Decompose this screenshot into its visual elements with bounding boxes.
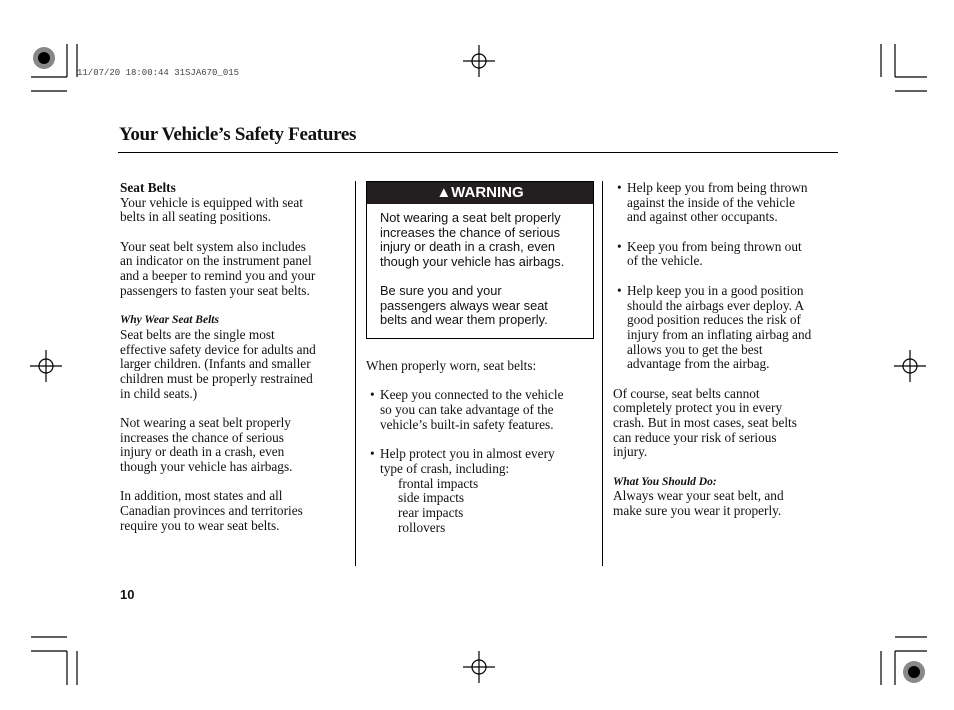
line-text: so you can take advantage of the — [380, 402, 554, 418]
line-text: Of course, seat belts cannot — [613, 385, 760, 401]
text-line — [366, 506, 564, 521]
line-text: increases the chance of serious — [120, 429, 284, 445]
text-line — [366, 374, 564, 389]
bullet-item — [366, 447, 564, 462]
bullet-item — [613, 181, 811, 196]
bullet-icon: • — [617, 282, 622, 298]
line-text: in child seats.) — [120, 385, 198, 401]
line-text: Your seat belt system also includes — [120, 238, 306, 254]
line-text: require you to wear seat belts. — [120, 517, 280, 533]
text-line — [120, 254, 316, 269]
text-line — [613, 416, 811, 431]
line-text: What You Should Do: — [613, 475, 717, 488]
text-line — [120, 357, 316, 372]
line-text: though your vehicle has airbags. — [120, 459, 293, 475]
text-line — [613, 357, 811, 372]
text-line — [613, 269, 811, 284]
text-line — [120, 431, 316, 446]
line-text: should the airbags ever deploy. A — [627, 297, 805, 313]
text-line — [613, 372, 811, 387]
bullet-icon: • — [370, 446, 375, 462]
warning-text — [367, 204, 593, 328]
line-text: rear impacts — [398, 504, 464, 520]
warning-header — [367, 182, 593, 204]
text-line — [613, 196, 811, 211]
line-text: frontal impacts — [398, 475, 479, 491]
text-line — [120, 489, 316, 504]
line-text: of the vehicle. — [627, 253, 703, 269]
title-rule — [118, 152, 838, 153]
warning-line: Not wearing a seat belt properly — [380, 210, 561, 225]
line-text: Seat belts are the single most — [120, 326, 275, 342]
warning-box — [366, 181, 594, 339]
text-line — [613, 210, 811, 225]
line-text: injury or death in a crash, even — [120, 444, 285, 460]
line-text: advantage from the airbag. — [627, 356, 770, 372]
registration-target-icon — [33, 47, 55, 69]
text-line — [120, 504, 316, 519]
text-line — [613, 313, 811, 328]
text-line — [120, 196, 316, 211]
line-text: larger children. (Infants and smaller — [120, 356, 311, 372]
section-heading — [613, 475, 811, 490]
text-line — [366, 418, 564, 433]
text-line — [613, 401, 811, 416]
text-line — [366, 403, 564, 418]
print-stamp: 11/07/20 18:00:44 31SJA670_015 — [77, 68, 240, 78]
warning-line: belts and wear them properly. — [380, 312, 548, 328]
line-text: Why Wear Seat Belts — [120, 314, 219, 327]
text-line — [120, 416, 316, 431]
text-line — [366, 462, 564, 477]
text-line — [120, 372, 316, 387]
line-text: side impacts — [398, 490, 465, 506]
line-text: an indicator on the instrument panel — [120, 253, 312, 269]
text-line — [613, 254, 811, 269]
text-line — [366, 521, 564, 536]
line-text: children must be properly restrained — [120, 370, 313, 386]
text-line — [613, 504, 811, 519]
line-text: against the inside of the vehicle — [627, 194, 796, 210]
line-text: Always wear your seat belt, and — [613, 488, 784, 504]
page-number: 10 — [120, 587, 135, 602]
text-line — [120, 343, 316, 358]
warning-label: WARNING — [451, 184, 524, 201]
line-text: passengers to fasten your seat belts. — [120, 282, 310, 298]
line-text: and a beeper to remind you and your — [120, 268, 316, 284]
line-text: Help keep you from being thrown — [627, 180, 808, 195]
line-text: type of crash, including: — [380, 460, 510, 476]
line-text: and against other occupants. — [627, 209, 778, 225]
warning-line: Be sure you and your — [380, 282, 502, 298]
text-line — [366, 359, 564, 374]
text-line — [613, 299, 811, 314]
text-line — [613, 387, 811, 402]
bullet-item — [613, 240, 811, 255]
bullet-item — [613, 284, 811, 299]
line-text: allows you to get the best — [627, 341, 763, 357]
text-line — [613, 460, 811, 475]
text-line — [120, 210, 316, 225]
text-line — [613, 343, 811, 358]
bullet-icon: • — [617, 180, 622, 195]
warning-line: increases the chance of serious — [380, 224, 560, 240]
line-text: Seat Belts — [120, 180, 176, 195]
text-line — [120, 240, 316, 255]
text-line — [120, 475, 316, 490]
text-line — [366, 432, 564, 447]
bullet-icon: • — [370, 387, 375, 403]
column-2 — [366, 359, 564, 535]
column-divider — [602, 181, 603, 566]
text-line — [120, 445, 316, 460]
text-line — [120, 460, 316, 475]
warning-line: injury or death in a crash, even — [380, 239, 555, 255]
text-line — [613, 328, 811, 343]
text-line — [120, 299, 316, 314]
line-text: When properly worn, seat belts: — [366, 358, 537, 373]
text-line — [366, 477, 564, 492]
line-text: Help keep you in a good position — [627, 282, 804, 298]
bullet-icon: • — [617, 238, 622, 254]
warning-triangle-icon: ▲ — [436, 184, 452, 201]
line-text: make sure you wear it properly. — [613, 503, 782, 519]
text-line — [613, 225, 811, 240]
column-3 — [613, 181, 811, 519]
line-text: injury. — [613, 444, 648, 460]
line-text: injury from an inflating airbag and — [627, 326, 812, 342]
line-text: Keep you from being thrown out — [627, 238, 802, 254]
line-text: vehicle’s built-in safety features. — [380, 416, 554, 432]
section-heading — [120, 313, 316, 328]
line-text: Your vehicle is equipped with seat — [120, 194, 303, 210]
line-text: Canadian provinces and territories — [120, 503, 303, 519]
text-line — [120, 269, 316, 284]
column-1 — [120, 181, 316, 534]
line-text: Keep you connected to the vehicle — [380, 387, 564, 403]
text-line — [120, 519, 316, 534]
bullet-item — [366, 388, 564, 403]
line-text: In addition, most states and all — [120, 488, 283, 504]
line-text: rollovers — [398, 519, 446, 535]
line-text: good position reduces the risk of — [627, 312, 801, 328]
warning-line: passengers always wear seat — [380, 297, 548, 313]
line-text: crash. But in most cases, seat belts — [613, 415, 797, 430]
line-text: effective safety device for adults and — [120, 341, 316, 357]
text-line — [120, 387, 316, 402]
line-text: belts in all seating positions. — [120, 209, 272, 225]
registration-target-icon — [903, 661, 925, 683]
text-line — [613, 445, 811, 460]
text-line — [613, 431, 811, 446]
line-text: Not wearing a seat belt properly — [120, 415, 291, 430]
column-divider — [355, 181, 356, 566]
text-line — [120, 284, 316, 299]
page-title: Your Vehicle’s Safety Features — [119, 124, 357, 145]
line-text: can reduce your risk of serious — [613, 429, 777, 445]
warning-line: though your vehicle has airbags. — [380, 253, 565, 269]
section-heading — [120, 181, 316, 196]
line-text: Help protect you in almost every — [380, 446, 555, 462]
text-line — [120, 401, 316, 416]
text-line — [120, 328, 316, 343]
line-text: completely protect you in every — [613, 400, 783, 416]
text-line — [366, 491, 564, 506]
text-line — [613, 489, 811, 504]
text-line — [120, 225, 316, 240]
